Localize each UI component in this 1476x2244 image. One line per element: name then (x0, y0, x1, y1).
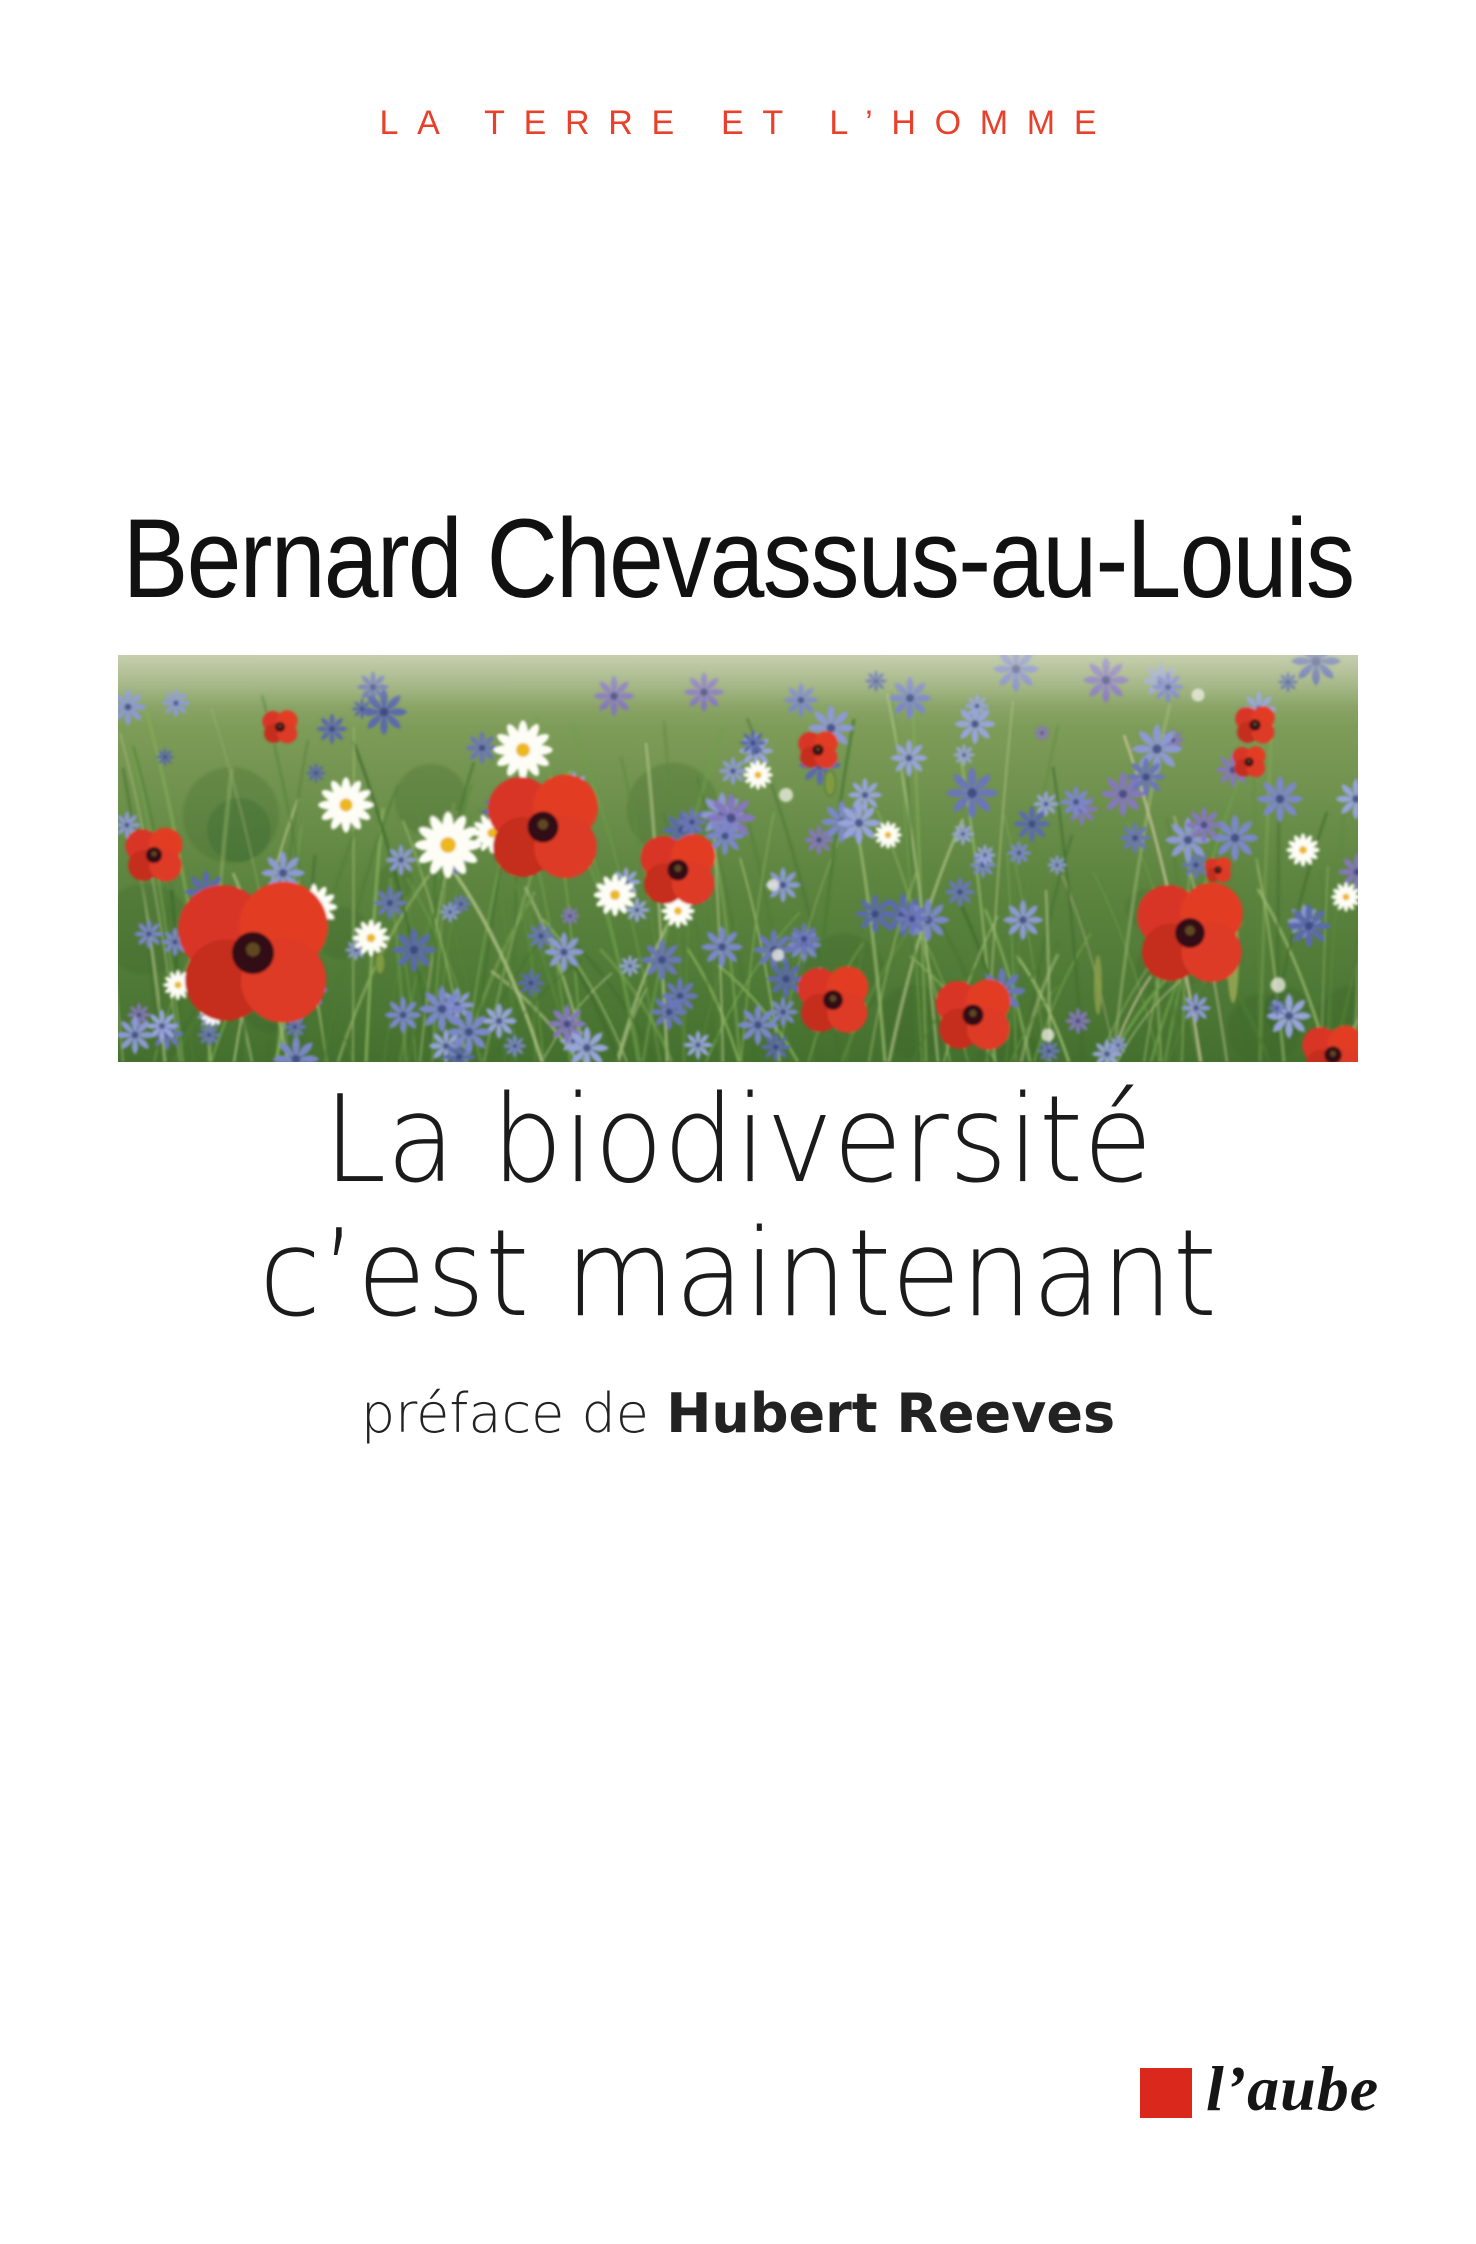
preface-prefix: préface de (360, 1382, 667, 1445)
collection-title: LA TERRE ET L’HOMME (379, 104, 1116, 142)
meadow-photo (118, 655, 1358, 1062)
preface-line (0, 1382, 1476, 1445)
publisher-name: l’aube (1206, 2053, 1380, 2124)
book-title-line1: La biodiversité (323, 1071, 1153, 1210)
publisher-logo-square (1140, 2068, 1192, 2118)
author-name: Bernard Chevassus-au-Louis (122, 496, 1354, 621)
book-title (44, 1071, 1431, 1344)
preface-author: Hubert Reeves (666, 1382, 1116, 1445)
photo-top-haze (118, 655, 1358, 707)
meadow-photo-illustration (118, 655, 1358, 1062)
book-title-line2: c’est maintenant (259, 1205, 1217, 1344)
